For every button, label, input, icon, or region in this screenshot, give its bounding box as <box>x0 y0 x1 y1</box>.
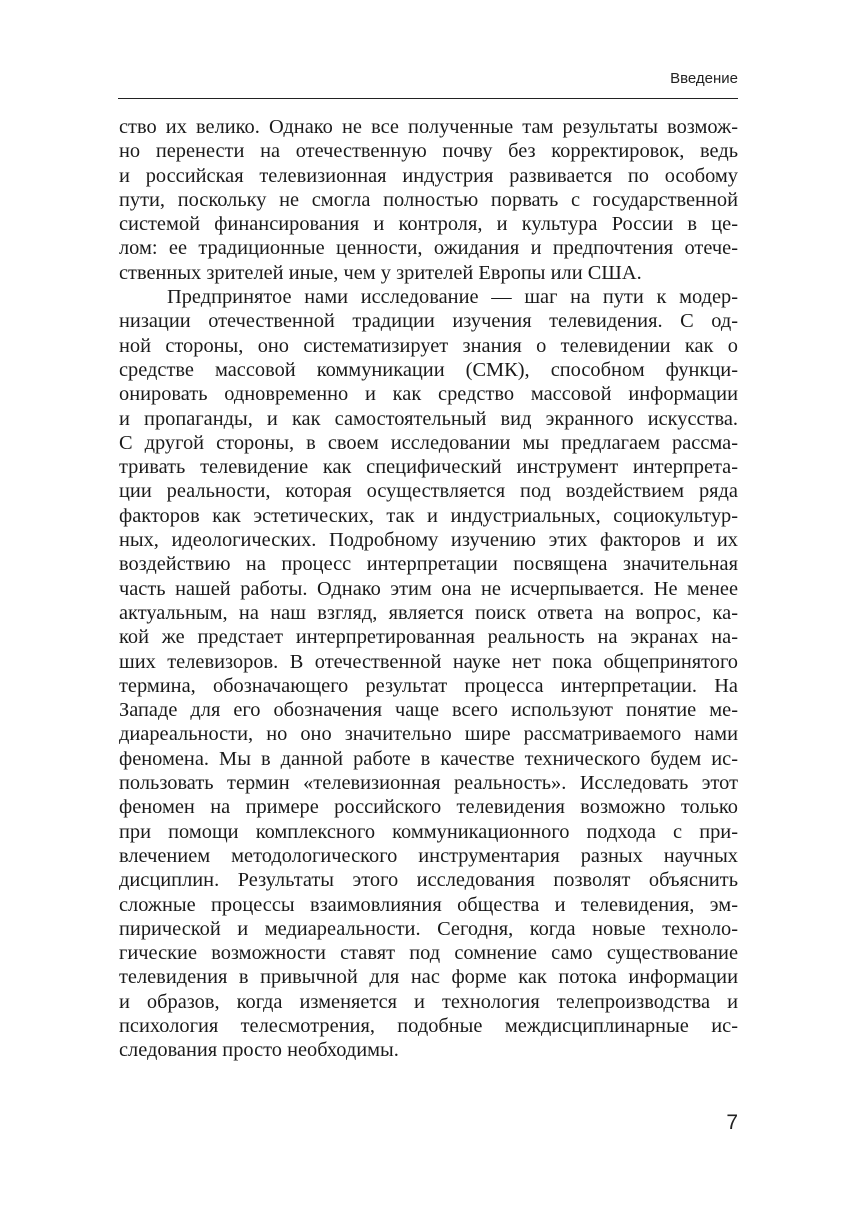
text-line: воздействию на процесс интерпретации посвящена значительная <box>119 553 738 576</box>
text-line: Предпринятое нами исследование — шаг на пути к модер- <box>167 286 738 309</box>
text-line: термина, обозначающего результат процесса интерпретации. На <box>119 674 738 697</box>
text-line: онировать одновременно и как средство массовой информации <box>119 383 738 406</box>
text-line: Западе для его обозначения чаще всего используют понятие ме- <box>119 699 738 722</box>
text-line: влечением методологического инструментария разных научных <box>119 844 738 867</box>
text-line: пирической и медиареальности. Сегодня, когда новые техноло- <box>119 917 738 940</box>
text-line: ственных зрителей иные, чем у зрителей Европы или США. <box>119 261 642 284</box>
text-line: факторов как эстетических, так и индустриальных, социокультур- <box>119 504 738 527</box>
text-line: и пропаганды, и как самостоятельный вид экранного искусства. <box>119 407 738 430</box>
text-line: ство их велико. Однако не все полученные там результаты возмож- <box>119 116 738 138</box>
text-line: ших телевизоров. В отечественной науке нет пока общепринятого <box>119 650 738 673</box>
text-line: психология телесмотрения, подобные междисциплинарные ис- <box>119 1014 738 1037</box>
page-number: 7 <box>726 1111 738 1134</box>
text-line: следования просто необходимы. <box>119 1039 399 1062</box>
paragraph <box>119 285 738 1063</box>
text-line: диареальности, но оно значительно шире рассматриваемого нами <box>119 723 738 746</box>
text-line: лом: ее традиционные ценности, ожидания и предпочтения отече- <box>119 237 738 260</box>
running-head-title: Введение <box>670 70 738 87</box>
text-line: и российская телевизионная индустрия развивается по особому <box>119 164 738 187</box>
text-line: актуальным, на наш взгляд, является поиск ответа на вопрос, ка- <box>119 601 738 624</box>
text-line: кой же предстает интерпретированная реальность на экранах на- <box>119 626 738 649</box>
text-line: ной стороны, оно систематизирует знания о телевидении как о <box>119 334 738 357</box>
text-line: феномена. Мы в данной работе в качестве технического будем ис- <box>119 747 738 770</box>
text-line: пути, поскольку не смогла полностью порвать с государственной <box>119 188 738 211</box>
text-line: при помощи комплексного коммуникационного подхода с при- <box>119 820 738 843</box>
text-line: телевидения в привычной для нас форме как потока информации <box>119 966 738 989</box>
body-text <box>119 115 738 1063</box>
text-line: и образов, когда изменяется и технология телепроизводства и <box>119 990 738 1013</box>
text-line: сложные процессы взаимовлияния общества и телевидения, эм- <box>119 893 738 916</box>
text-line: часть нашей работы. Однако этим она не исчерпывается. Не менее <box>119 577 738 600</box>
text-line: низации отечественной традиции изучения телевидения. С од- <box>119 310 738 333</box>
text-line: тривать телевидение как специфический инструмент интерпрета- <box>119 456 738 479</box>
text-line: ных, идеологических. Подробному изучению этих факторов и их <box>119 529 738 552</box>
text-line: средстве массовой коммуникации (СМК), способном функци- <box>119 358 738 381</box>
text-line: гические возможности ставят под сомнение само существование <box>119 942 738 965</box>
header-rule <box>118 98 738 99</box>
text-line: системой финансирования и контроля, и культура России в це- <box>119 213 738 236</box>
text-line: дисциплин. Результаты этого исследования позволят объяснить <box>119 869 738 892</box>
text-line: ции реальности, которая осуществляется под воздействием ряда <box>119 480 738 503</box>
text-line: феномен на примере российского телевидения возможно только <box>119 796 738 819</box>
text-line: С другой стороны, в своем исследовании мы предлагаем рассма- <box>119 431 738 454</box>
text-line: пользовать термин «телевизионная реальность». Исследовать этот <box>119 772 738 795</box>
text-line: но перенести на отечественную почву без корректировок, ведь <box>119 140 738 163</box>
paragraph <box>119 115 738 285</box>
